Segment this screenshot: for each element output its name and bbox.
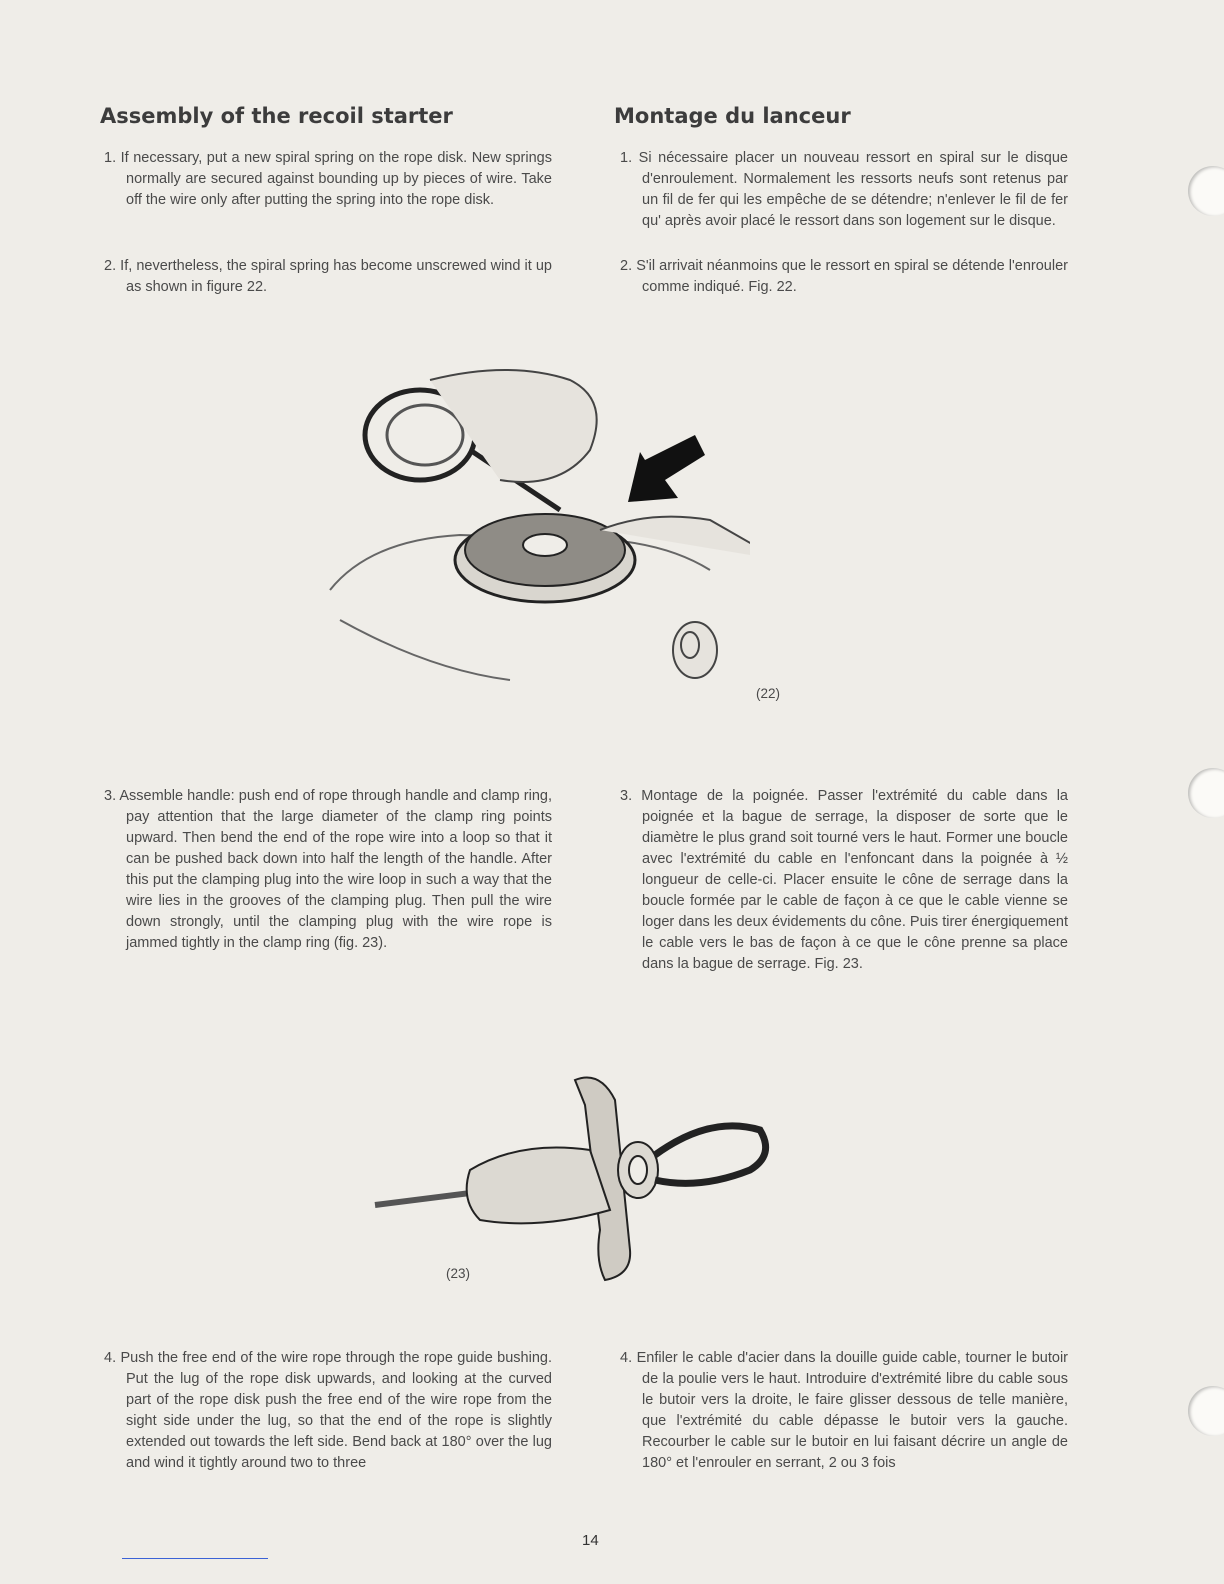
english-step-1: 1. If necessary, put a new spiral spring on the rope disk. New springs normally are secured against bounding up by pieces of wire. Take off the wire only after putting the spring into the rope disk. — [104, 150, 552, 208]
link-underline — [122, 1558, 268, 1559]
french-heading: Montage du lanceur — [614, 104, 851, 128]
english-step-2: 2. If, nevertheless, the spiral spring has become unscrewed wind it up as shown in figure 22. — [104, 258, 552, 295]
english-heading: Assembly of the recoil starter — [100, 104, 453, 128]
french-step-3: 3. Montage de la poignée. Passer l'extrémité du cable dans la poignée et la bague de serrage, la disposer de sorte que le diamètre le plus grand soit tourné vers le haut. Former une boucle avec l'extrémité du cable en l'enfoncant dans la poignée à ½ longueur de celle-ci. Placer ensuite le cône de serrage dans la boucle formée par le cable de façon à ce que le cable vienne se loger dans les deux évidements du cône. Puis tirer énergiquement le cable vers le bas de façon à ce que le cône prenne sa place dans la bague de serrage. Fig. 23. — [620, 788, 1068, 972]
punch-hole-middle — [1188, 768, 1224, 818]
figure-22-illustration — [310, 340, 750, 720]
page-number: 14 — [582, 1532, 599, 1549]
punch-hole-top — [1188, 166, 1224, 216]
french-step-2: 2. S'il arrivait néanmoins que le ressort en spiral se détende l'enrouler comme indiqué. Fig. 22. — [620, 258, 1068, 295]
punch-hole-bottom — [1188, 1386, 1224, 1436]
figure-23-caption: (23) — [446, 1266, 471, 1281]
figure-22-caption: (22) — [756, 686, 781, 701]
english-step-3: 3. Assemble handle: push end of rope through handle and clamp ring, pay attention that the large diameter of the clamp ring points upward. Then bend the end of the rope wire into a loop so that it can be pushed back down into half the length of the handle. After this put the clamping plug into the wire loop in such a way that the wire lies in the grooves of the clamping plug. Then pull the wire down strongly, until the clamping plug with the wire rope is jammed tightly in the clamp ring (fig. 23). — [104, 788, 552, 951]
english-step-4: 4. Push the free end of the wire rope through the rope guide bushing. Put the lug of the rope disk upwards, and looking at the curved part of the rope disk push the free end of the wire rope from the sight side under the lug, so that the end of the rope is slightly extended out towards the left side. Bend back at 180° over the lug and wind it tightly around two to three — [104, 1350, 552, 1471]
figure-23-illustration — [370, 1060, 790, 1290]
french-step-4: 4. Enfiler le cable d'acier dans la douille guide cable, tourner le butoir de la poulie vers le haut. Introduire d'extrémité libre du cable sous le butoir vers la droite, le faire glisser dessous de telle manière, que l'extrémité du cable dépasse le butoir vers la gauche. Recourber le cable sur le butoir en lui faisant décrire un angle de 180° et l'enrouler en serrant, 2 ou 3 fois — [620, 1350, 1068, 1471]
french-step-1: 1. Si nécessaire placer un nouveau ressort en spiral sur le disque d'enroulement. Normalement les ressorts neufs sont retenus par un fil de fer qui les empêche de se détendre; n'enlever le fil de fer qu' après avoir placé le ressort dans son logement sur le disque. — [620, 150, 1068, 229]
